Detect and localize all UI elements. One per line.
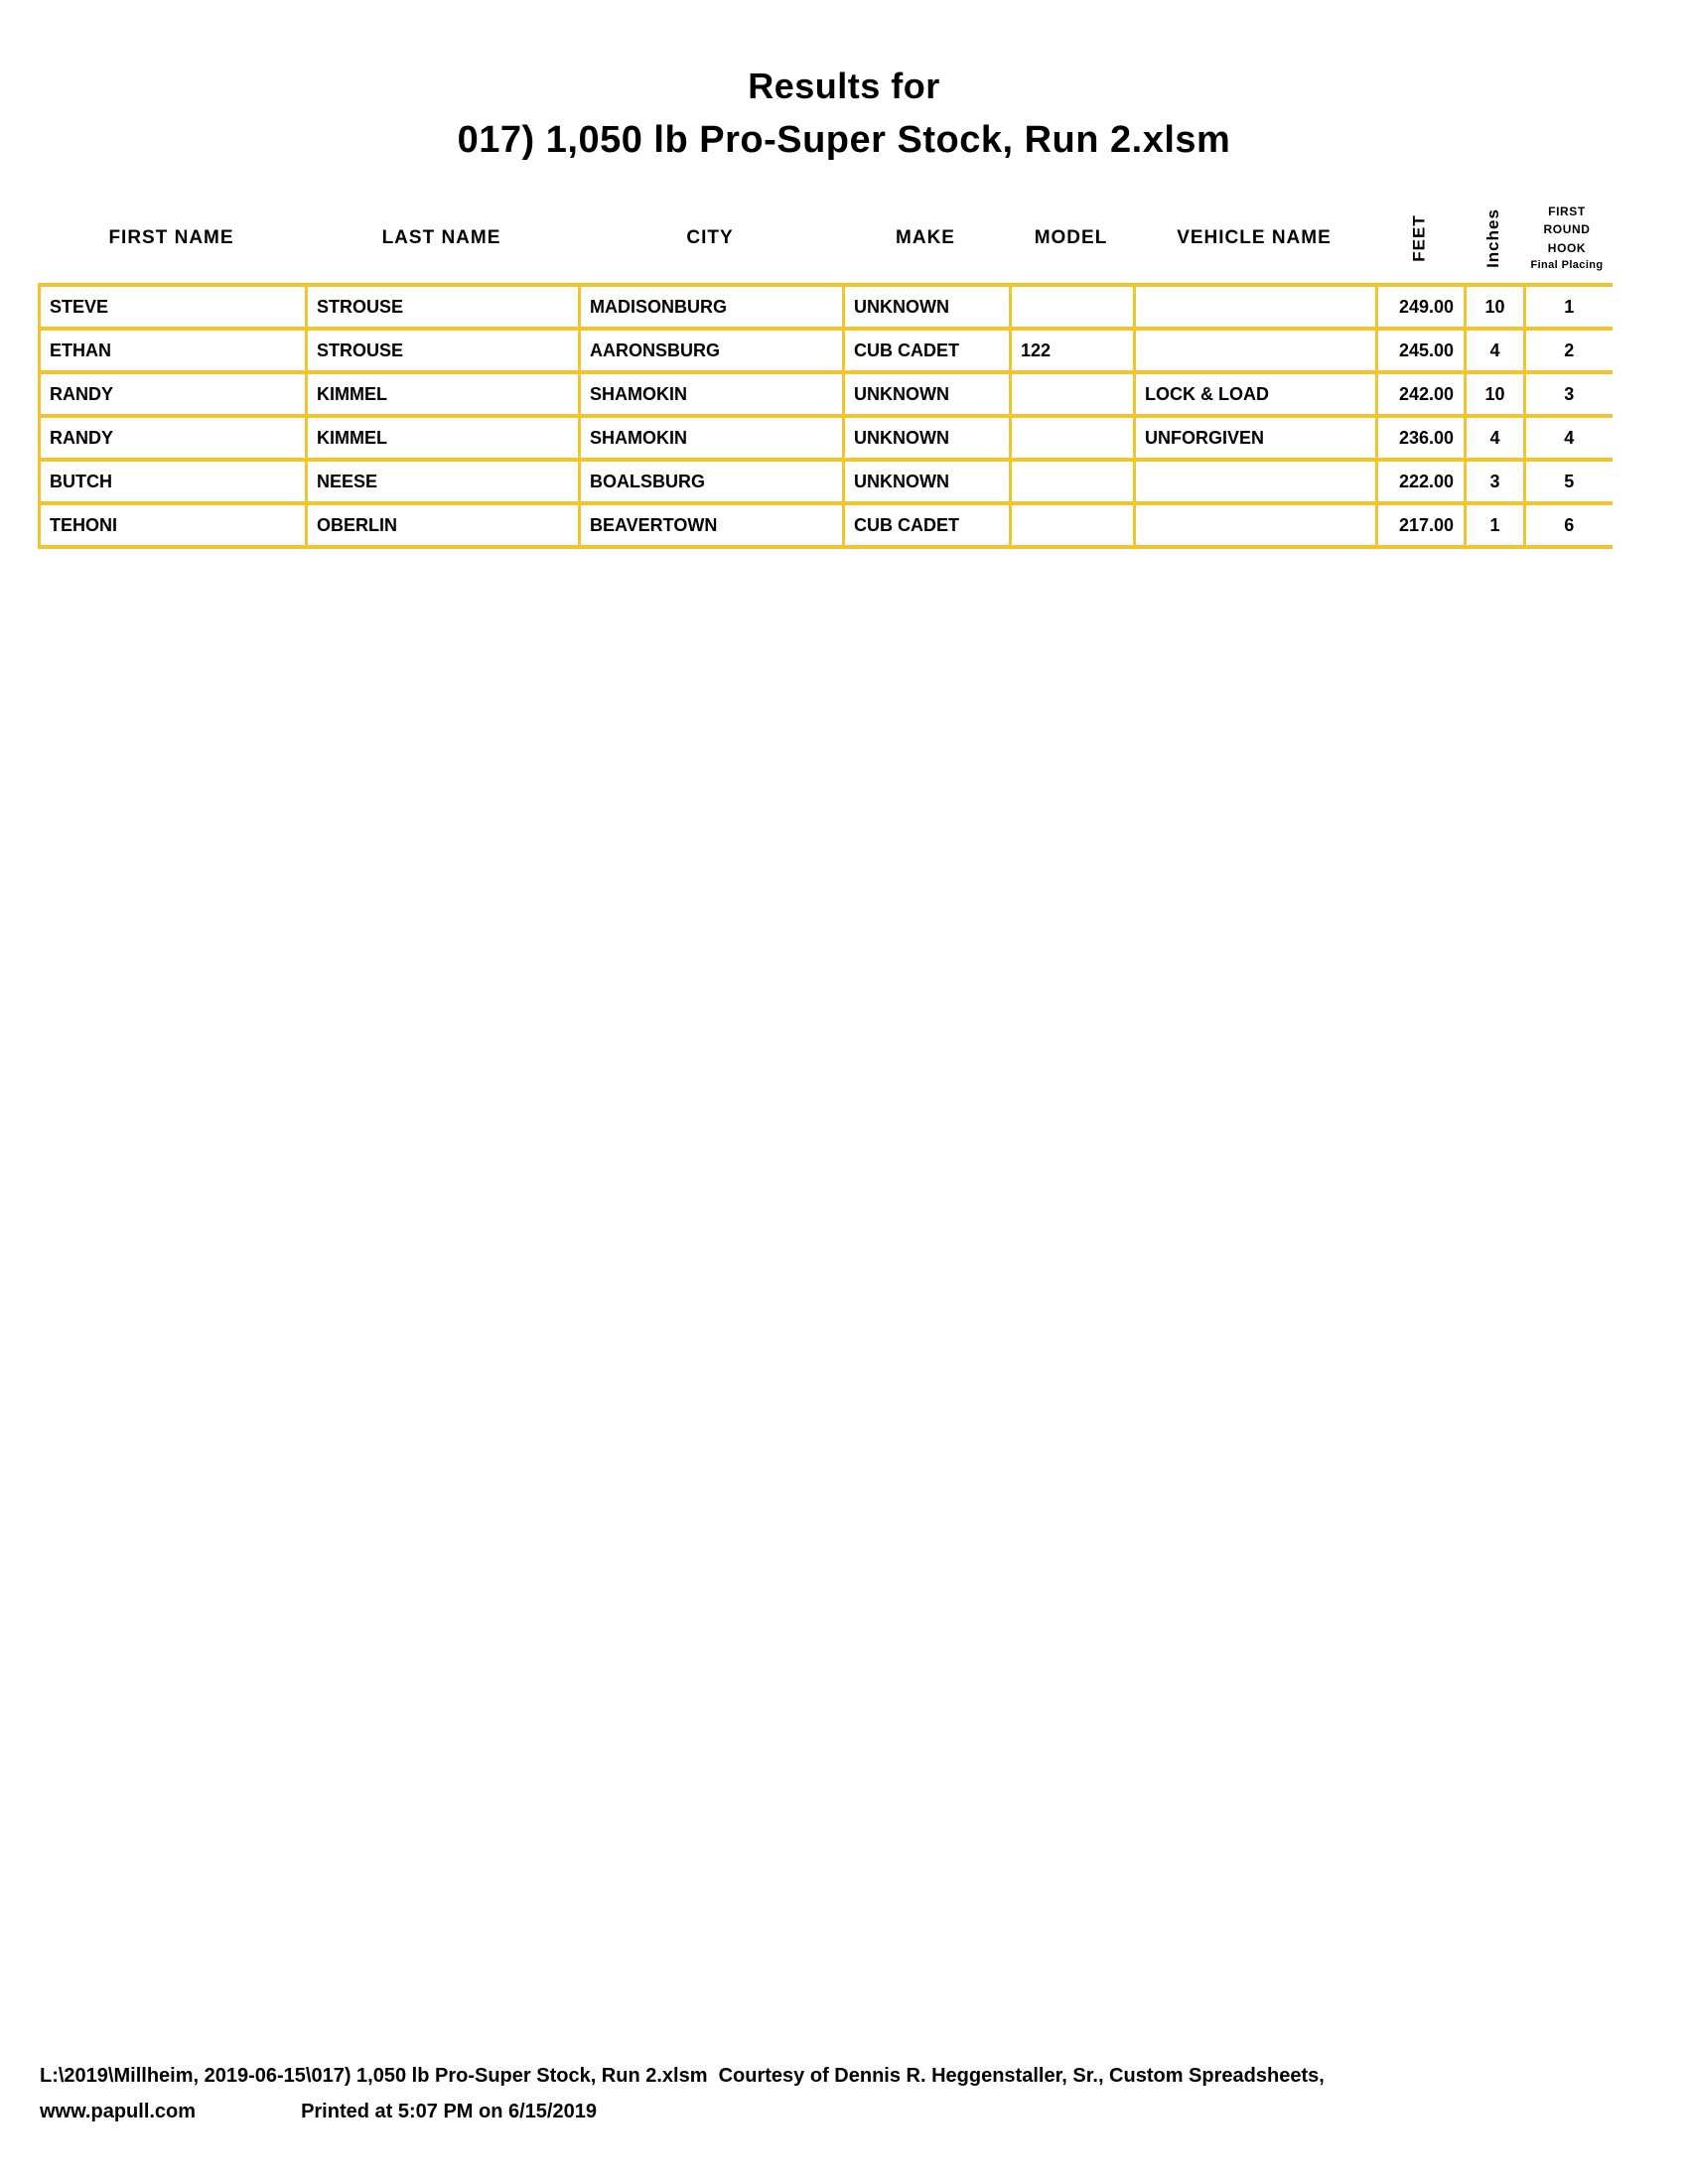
footer-file-path-credit: L:\2019\Millheim, 2019-06-15\017) 1,050 lb Pro-Super Stock, Run 2.xlsm Courtesy of Dennis R. Heggenstaller, Sr., Custom Spreadsheets, [40,2065,1325,2087]
page-subtitle-filename: 017) 1,050 lb Pro-Super Stock, Run 2.xlsm [457,119,1231,161]
footer-printed-timestamp: Printed at 5:07 PM on 6/15/2019 [301,2101,597,2122]
cell-last_name: NEESE [307,460,580,503]
table-row [40,503,1613,547]
cell-vehicle_name [1135,285,1377,329]
cell-make: CUB CADET [844,503,1011,547]
cell-last_name: KIMMEL [307,416,580,460]
footer-line2 [40,2101,1325,2123]
placing-label-line2: HOOK [1547,240,1587,255]
column-header-last-name: LAST NAME [381,227,501,248]
cell-inches: 10 [1466,285,1525,329]
cell-feet: 222.00 [1377,460,1466,503]
cell-city: MADISONBURG [580,285,844,329]
cell-last_name: OBERLIN [307,503,580,547]
cell-make: CUB CADET [844,329,1011,372]
cell-vehicle_name: LOCK & LOAD [1135,372,1377,416]
cell-placing: 2 [1525,329,1613,372]
column-header-model: MODEL [1034,227,1108,248]
cell-placing: 6 [1525,503,1613,547]
cell-vehicle_name [1135,503,1377,547]
cell-last_name: STROUSE [307,285,580,329]
cell-inches: 4 [1466,416,1525,460]
cell-city: SHAMOKIN [580,372,844,416]
cell-city: BOALSBURG [580,460,844,503]
cell-model [1011,460,1135,503]
cell-first_name: TEHONI [40,503,307,547]
cell-make: UNKNOWN [844,416,1011,460]
inches-rotated-label: Inches [1482,208,1502,268]
cell-vehicle_name [1135,329,1377,372]
table-row [40,416,1613,460]
table-row [40,372,1613,416]
cell-model [1011,285,1135,329]
placing-label-line1: FIRST ROUND [1543,204,1591,237]
cell-first_name: STEVE [40,285,307,329]
cell-inches: 3 [1466,460,1525,503]
cell-inches: 4 [1466,329,1525,372]
cell-make: UNKNOWN [844,372,1011,416]
cell-first_name: BUTCH [40,460,307,503]
cell-first_name: ETHAN [40,329,307,372]
table-header-row [38,194,1611,283]
cell-feet: 236.00 [1377,416,1466,460]
cell-make: UNKNOWN [844,460,1011,503]
cell-inches: 1 [1466,503,1525,547]
table-row [40,285,1613,329]
column-header-make: MAKE [896,227,955,248]
cell-city: BEAVERTOWN [580,503,844,547]
feet-rotated-label: FEET [1409,214,1429,262]
cell-placing: 1 [1525,285,1613,329]
cell-model [1011,503,1135,547]
cell-model: 122 [1011,329,1135,372]
cell-vehicle_name [1135,460,1377,503]
column-header-city: CITY [686,227,734,248]
column-header-first-round-hook-placing [1523,194,1611,283]
cell-vehicle_name: UNFORGIVEN [1135,416,1377,460]
cell-city: SHAMOKIN [580,416,844,460]
cell-inches: 10 [1466,372,1525,416]
cell-first_name: RANDY [40,416,307,460]
cell-model [1011,416,1135,460]
footer [40,2065,1325,2123]
cell-make: UNKNOWN [844,285,1011,329]
cell-last_name: STROUSE [307,329,580,372]
results-table [38,283,1613,549]
cell-feet: 249.00 [1377,285,1466,329]
cell-feet: 245.00 [1377,329,1466,372]
cell-placing: 3 [1525,372,1613,416]
placing-label-line3: Final Placing [1530,259,1604,272]
results-table-body [40,285,1613,547]
page-title: Results for [748,66,940,106]
cell-feet: 242.00 [1377,372,1466,416]
table-row [40,460,1613,503]
column-header-inches [1464,194,1523,283]
cell-placing: 4 [1525,416,1613,460]
cell-city: AARONSBURG [580,329,844,372]
cell-placing: 5 [1525,460,1613,503]
cell-model [1011,372,1135,416]
column-header-vehicle-name: VEHICLE NAME [1177,227,1332,248]
column-header-feet [1375,194,1464,283]
table-row [40,329,1613,372]
cell-feet: 217.00 [1377,503,1466,547]
cell-first_name: RANDY [40,372,307,416]
cell-last_name: KIMMEL [307,372,580,416]
footer-website: www.papull.com [40,2101,197,2122]
column-header-first-name: FIRST NAME [108,227,234,248]
